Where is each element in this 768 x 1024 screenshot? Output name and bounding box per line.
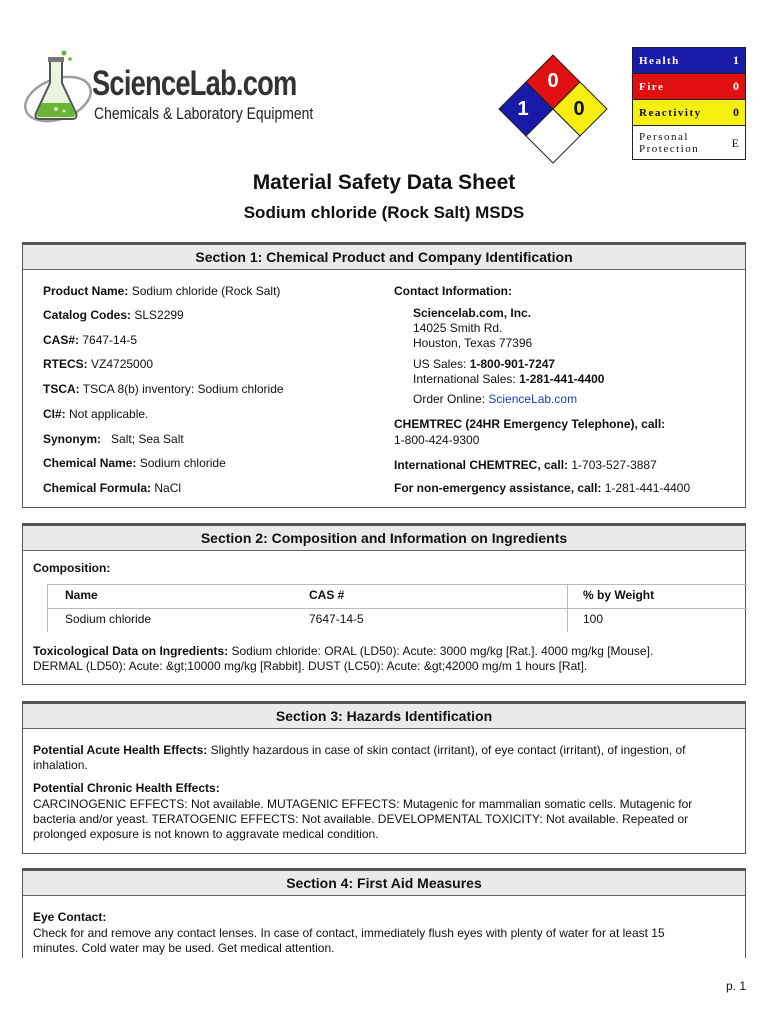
composition-table — [47, 584, 747, 632]
logo-tagline: Chemicals & Laboratory Equipment — [94, 104, 314, 123]
field-cas: CAS#: 7647-14-5 — [43, 333, 138, 347]
field-rtecs: RTECS: VZ4725000 — [43, 357, 154, 371]
eye-contact-line: Check for and remove any contact lenses. In case of contact, immediately flush eyes with plenty of water for at least 15 — [33, 926, 665, 940]
section-1 — [22, 242, 746, 508]
intl-sales: International Sales: 1-281-441-4400 — [413, 372, 605, 386]
non-emergency: For non-emergency assistance, call: 1-281-441-4400 — [394, 481, 691, 495]
intl-chemtrec: International CHEMTREC, call: 1-703-527-3887 — [394, 458, 657, 472]
table-cell-weight: 100 — [583, 612, 604, 626]
flask-icon — [20, 47, 100, 127]
hmis-value: 0 — [733, 105, 739, 119]
hmis-health-row — [633, 48, 745, 74]
chemtrec-label: CHEMTREC (24HR Emergency Telephone), call: — [394, 417, 666, 431]
contact-label: Contact Information: — [394, 284, 512, 298]
tox-data-line-1: Toxicological Data on Ingredients: Sodium chloride: ORAL (LD50): Acute: 3000 mg/kg [Rat.]. 4000 mg/kg [Mouse]. — [33, 644, 654, 658]
chronic-effects-line: bacteria and/or yeast. TERATOGENIC EFFECTS: Not available. DEVELOPMENTAL TOXICITY: Not available. Repeated or — [33, 812, 689, 826]
logo-brand: ScienceLab.com — [92, 64, 297, 103]
hmis-fire-row — [633, 74, 745, 100]
table-header-cas: CAS # — [309, 588, 345, 602]
chronic-effects-line: prolonged exposure is not known to aggravate medical condition. — [33, 827, 379, 841]
hmis-label: Personal Protection — [639, 130, 700, 155]
field-synonym: Synonym: Salt; Sea Salt — [43, 432, 184, 446]
page-number: p. 1 — [725, 979, 746, 993]
us-sales: US Sales: 1-800-901-7247 — [413, 357, 556, 371]
page-subtitle: Sodium chloride (Rock Salt) MSDS — [243, 203, 525, 222]
address-line-1: 14025 Smith Rd. — [413, 321, 503, 335]
nfpa-diamond — [497, 53, 609, 165]
acute-effects-line-2: inhalation. — [33, 758, 88, 772]
field-ci: CI#: Not applicable. — [43, 407, 149, 421]
field-chemical-name: Chemical Name: Sodium chloride — [43, 456, 226, 470]
address-line-2: Houston, Texas 77396 — [413, 336, 533, 350]
section-heading: Section 2: Composition and Information on Ingredients — [23, 524, 745, 551]
company-name: Sciencelab.com, Inc. — [413, 306, 532, 320]
order-online: Order Online: ScienceLab.com — [413, 392, 578, 406]
table-header-name: Name — [65, 588, 98, 602]
table-divider — [47, 584, 48, 632]
hmis-value: 0 — [733, 79, 739, 93]
field-chemical-formula: Chemical Formula: NaCl — [43, 481, 182, 495]
field-product-name: Product Name: Sodium chloride (Rock Salt) — [43, 284, 281, 298]
table-divider — [567, 584, 568, 632]
table-cell-cas: 7647-14-5 — [309, 612, 364, 626]
nfpa-fire: 0 — [547, 70, 559, 92]
hmis-value: E — [731, 135, 739, 150]
chemtrec-phone: 1-800-424-9300 — [394, 433, 480, 447]
hmis-label: Health — [639, 54, 680, 67]
composition-label: Composition: — [33, 561, 111, 575]
tox-data-line-2: DERMAL (LD50): Acute: &gt;10000 mg/kg [Rabbit]. DUST (LC50): Acute: &gt;42000 mg/m 1 hours [Rat]. — [33, 659, 588, 673]
section-heading: Section 4: First Aid Measures — [23, 869, 745, 896]
page-title: Material Safety Data Sheet — [252, 171, 516, 194]
section-heading: Section 3: Hazards Identification — [23, 702, 745, 729]
nfpa-health: 1 — [517, 98, 529, 120]
eye-contact-label: Eye Contact: — [33, 910, 107, 924]
field-tsca: TSCA: TSCA 8(b) inventory: Sodium chloride — [43, 382, 284, 396]
table-cell-name: Sodium chloride — [65, 612, 152, 626]
section-4 — [22, 868, 746, 958]
chronic-effects-line: CARCINOGENIC EFFECTS: Not available. MUTAGENIC EFFECTS: Mutagenic for mammalian somatic cells. Mutagenic for — [33, 797, 693, 811]
hmis-value: 1 — [733, 53, 739, 67]
hmis-rating-table — [632, 47, 746, 160]
section-3 — [22, 701, 746, 854]
hmis-label: Reactivity — [639, 106, 702, 119]
field-catalog-codes: Catalog Codes: SLS2299 — [43, 308, 184, 322]
nfpa-reactivity: 0 — [573, 98, 585, 120]
section-2 — [22, 523, 746, 685]
eye-contact-line: minutes. Cold water may be used. Get medical attention. — [33, 941, 335, 955]
chronic-effects-label: Potential Chronic Health Effects: — [33, 781, 220, 795]
hmis-label: Fire — [639, 80, 665, 93]
hmis-reactivity-row — [633, 100, 745, 126]
hmis-ppe-row — [633, 126, 745, 159]
order-online-link[interactable]: ScienceLab.com — [488, 392, 578, 406]
acute-effects-line-1: Potential Acute Health Effects: Slightly hazardous in case of skin contact (irritant), of eye contact (irritant), of ingestion, of — [33, 743, 686, 757]
section-heading: Section 1: Chemical Product and Company Identification — [23, 243, 745, 270]
table-header-weight: % by Weight — [583, 588, 655, 602]
